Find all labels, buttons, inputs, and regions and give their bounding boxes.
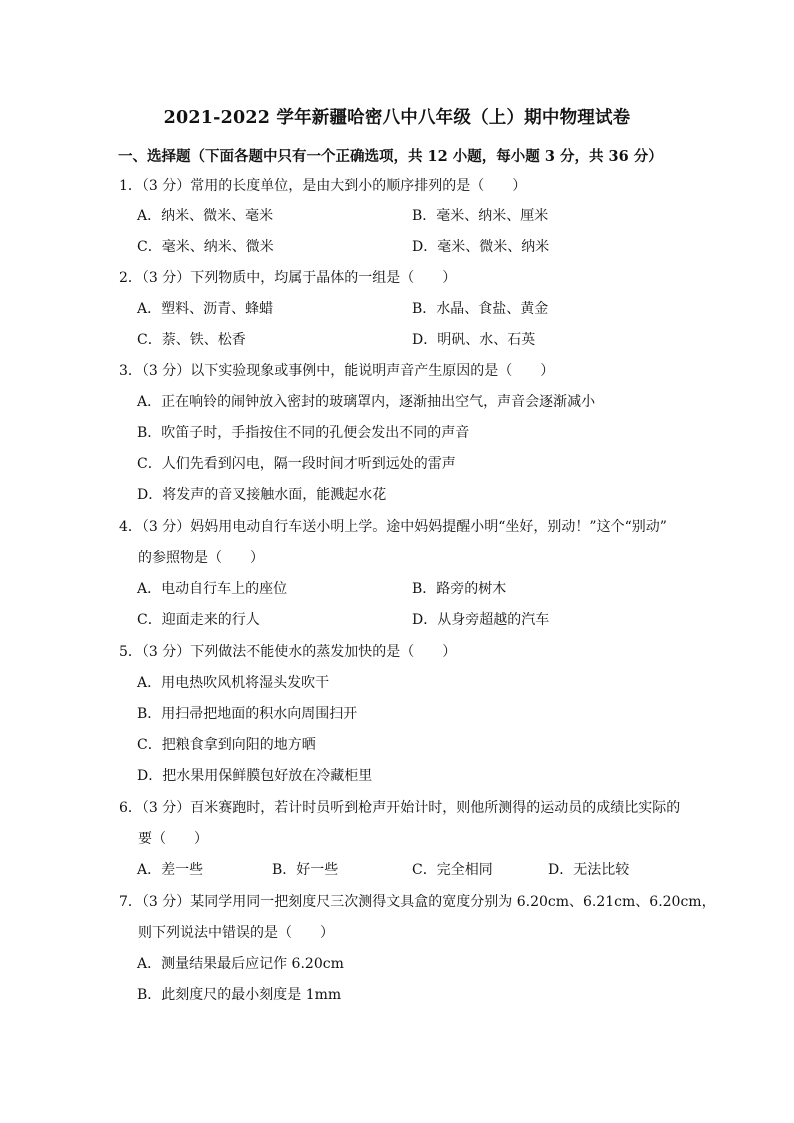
- question-5-option-a: A．用电热吹风机将湿头发吹干: [137, 675, 330, 691]
- question-3-stem: 3．（3 分）以下实验现象或事例中，能说明声音产生原因的是（ ）: [119, 363, 555, 379]
- question-4-stem-continued: 的参照物是（ ）: [138, 550, 264, 566]
- question-6-stem-continued: 要（ ）: [138, 831, 208, 847]
- question-7-option-b: B．此刻度尺的最小刻度是 1mm: [137, 987, 342, 1003]
- question-6-option-b: B．好一些: [272, 862, 339, 878]
- question-5-stem: 5．（3 分）下列做法不能使水的蒸发加快的是（ ）: [119, 644, 457, 660]
- question-5-option-c: C．把粮食拿到向阳的地方晒: [137, 737, 316, 753]
- question-1-stem: 1．（3 分）常用的长度单位，是由大到小的顺序排列的是（ ）: [119, 178, 527, 194]
- question-1-option-c: C．毫米、纳米、微米: [137, 239, 274, 255]
- question-1-option-d: D．毫米、微米、纳米: [412, 239, 550, 255]
- question-4-option-d: D．从身旁超越的汽车: [412, 612, 550, 628]
- question-4-option-a: A．电动自行车上的座位: [137, 581, 288, 597]
- question-7-option-a: A．测量结果最后应记作 6.20cm: [137, 956, 344, 972]
- question-6-option-d: D．无法比较: [548, 862, 630, 878]
- question-6-option-c: C．完全相同: [412, 862, 493, 878]
- question-7-stem: 7．（3 分）某同学用同一把刻度尺三次测得文具盒的宽度分别为 6.20cm、6.21cm、6.20cm，: [119, 894, 716, 910]
- question-2-stem: 2．（3 分）下列物质中，均属于晶体的一组是（ ）: [119, 270, 457, 286]
- question-5-option-d: D．把水果用保鲜膜包好放在冷藏柜里: [137, 768, 373, 784]
- question-6-stem: 6．（3 分）百米赛跑时，若计时员听到枪声开始计时，则他所测得的运动员的成绩比实际的: [119, 800, 681, 816]
- section-heading: 一、选择题（下面各题中只有一个正确选项，共 12 小题，每小题 3 分，共 36 分）: [118, 148, 663, 165]
- question-3-option-a: A．正在响铃的闹钟放入密封的玻璃罩内，逐渐抽出空气，声音会逐渐减小: [137, 394, 596, 410]
- question-4-option-b: B．路旁的树木: [412, 581, 507, 597]
- question-2-option-d: D．明矾、水、石英: [412, 332, 536, 348]
- question-5-option-b: B．用扫帚把地面的积水向周围扫开: [137, 706, 358, 722]
- question-2-option-c: C．萘、铁、松香: [137, 332, 246, 348]
- question-2-option-b: B．水晶、食盐、黄金: [412, 301, 549, 317]
- question-7-stem-continued: 则下列说法中错误的是（ ）: [138, 925, 334, 941]
- question-1-option-b: B．毫米、纳米、厘米: [412, 208, 549, 224]
- question-6-option-a: A．差一些: [137, 862, 204, 878]
- question-3-option-c: C．人们先看到闪电，隔一段时间才听到远处的雷声: [137, 456, 456, 472]
- question-4-option-c: C．迎面走来的行人: [137, 612, 260, 628]
- question-3-option-b: B．吹笛子时，手指按住不同的孔便会发出不同的声音: [137, 425, 470, 441]
- question-3-option-d: D．将发声的音叉接触水面，能溅起水花: [137, 487, 387, 503]
- page-title: 2021-2022 学年新疆哈密八中八年级（上）期中物理试卷: [163, 108, 631, 128]
- question-2-option-a: A．塑料、沥青、蜂蜡: [137, 301, 274, 317]
- question-1-option-a: A．纳米、微米、毫米: [137, 208, 274, 224]
- question-4-stem: 4．（3 分）妈妈用电动自行车送小明上学。途中妈妈提醒小明“坐好，别动！”这个“别动”: [119, 519, 667, 535]
